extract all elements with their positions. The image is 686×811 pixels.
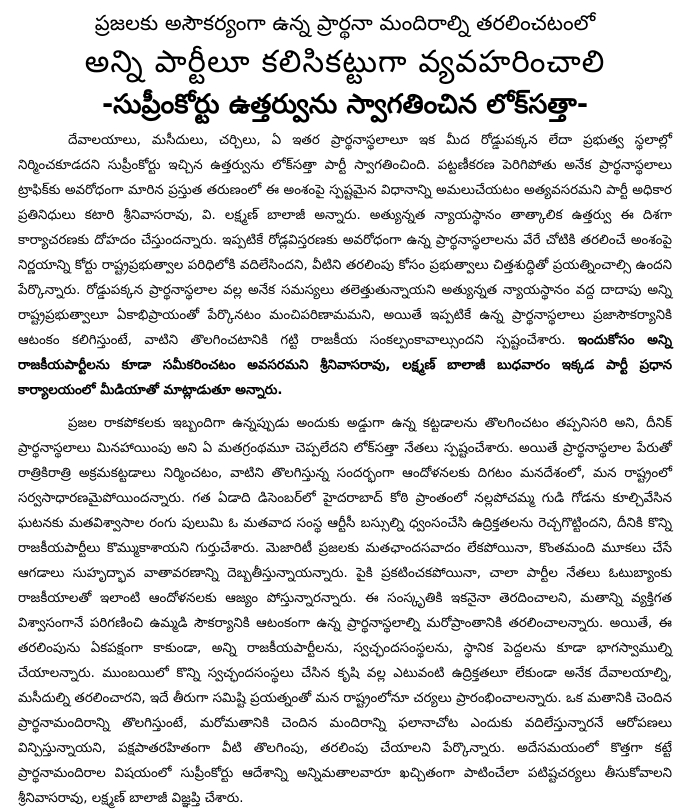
headline-main: అన్ని పార్టీలూ కలిసికట్టుగా వ్యవహరించాలి	[84, 44, 606, 80]
paragraph-1-text: దేవాలయాలు, మసీదులు, చర్చిలు, ఏ ఇతర ప్రార్థనాస్థలాలూ ఇక మీద రోడ్డుపక్కన లేదా ప్రభుత్వ స్థలాల్లో నిర్మించకూడదని సుప్రీంకోర్టు ఇచ్చిన ఉత్తర్వును లోక్‌సత్తా పార్టీ స్వాగతించింది. పట్టణీకరణ పెరిగిపోతు అనేక ప్రార్థనాస్థలాలు ట్రాఫిక్‌కు అవరోధంగా మారిన ప్రస్తుత తరుణంలో ఈ అంశంపై స్పష్టమైన విధానాన్ని అమలుచేయటం అత్యవసరమని పార్టీ అధికార ప్రతినిధులు కటారి శ్రీనివాసరావు, వి. లక్ష్మణ్ బాలాజీ అన్నారు. అత్యున్నత న్యాయస్థానం తాత్కాలిక ఉత్తర్వు ఈ దిశగా కార్యాచరణకు దోహదం చేస్తుందన్నారు. ఇప్పటికే రోడ్లవిస్తరణకు అవరోధంగా ఉన్న ప్రార్థనాస్థలాలను వేరే చోటికి తరలించే అంశంపై నిర్ణయాన్ని కోర్టు రాష్ట్రప్రభుత్వాల పరిధిలోకి వదిలేసిందని, వీటిని తరలింపు కోసం ప్రభుత్వాలు చిత్తశుద్ధితో ప్రయత్నించాల్సి ఉందని పేర్కొన్నారు. రోడ్డుపక్కన ప్రార్థనాస్థలాల వల్ల అనేక సమస్యలు తలెత్తుతున్నాయని అత్యున్నత న్యాయస్థానం వద్ద దాదాపు అన్ని రాష్ట్రప్రభుత్వాలూ ఏకాభిప్రాయంతో పేర్కొనటం మంచిపరిణామమని, అయితే ఇప్పటికే ఉన్న ప్రార్థనాస్థలాలు ప్రజాసౌకర్యానికి ఆటంకం కలిగిస్తుంటే, వాటిని తొలగించటానికి గట్టి రాజకీయ సంకల్పంకావాల్సుందని స్పష్టంచేశారు.	[18, 133, 672, 348]
headline-top: ప్రజలకు అసౌకర్యంగా ఉన్న ప్రార్థనా మందిరాల్ని తరలించటంలో	[94, 11, 596, 35]
paragraph-1-emphasis: ఇందుకోసం అన్ని రాజకీయపార్టీలను కూడా సమీకరించటం అవసరమని శ్రీనివాసరావు, లక్ష్మణ్ బాలాజీ బుధవారం ఇక్కడ పార్టీ ప్రధాన కార్యాలయంలో మీడియాతో మాట్లాడుతూ అన్నారు.	[18, 333, 672, 398]
paragraph-2: ప్రజల రాకపోకలకు ఇబ్బందిగా ఉన్నప్పుడు అందుకు అడ్డుగా ఉన్న కట్టడాలను తొలగించటం తప్పనిసరి అని, దీనిక్ ప్రార్థనాస్థలాలు మినహాయింపు అని ఏ మతగ్రంథమూ చెప్పలేదని లోక్‌సత్తా నేతలు స్పష్టంచేశారు. అయితే ప్రార్థనాస్థలాల పేరుతో రాత్రికిరాత్రి అక్రమకట్టడాలు నిర్మించటం, వాటిని తొలగిస్తున్న సందర్భంగా ఆందోళనలకు దిగటం మనదేశంలో, మన రాష్ట్రంలో సర్వసాధారణమైపోయిందన్నారు. గత ఏడాది డిసెంబర్‌లో హైదరాబాద్ కోఠి ప్రాంతంలో నల్లపోచమ్మ గుడి గోడను కూల్చివేసిన ఘటనకు మతవిశ్వాసాల రంగు పులుమి ఓ మతవాద సంస్థ ఆర్టీసీ బస్సుల్ని ధ్వంసంచేసి ఉద్రిక్తతలను రెచ్చగొట్టిందని, దీనికి కొన్ని రాజకీయపార్టీలు కొమ్ముకాశాయని గుర్తుచేశారు. మెజారిటీ ప్రజలకు మతఛాందసవాదం లేకపోయినా, కొంతమంది మూకలు చేసే ఆగడాలు సుహృద్భావ వాతావరణాన్ని దెబ్బతీస్తున్నాయన్నారు. పైకి ప్రకటించకపోయినా, చాలా పార్టీల నేతలు ఓటుబ్యాంకు రాజకీయాలతో ఇలాంటి ఆందోళనలకు ఆజ్యం పోస్తున్నారన్నారు. ఈ సంస్కృతికి ఇకనైనా తెరదించాలని, మతాన్ని వ్యక్తిగత విశ్వాసంగానే పరిగణించి ఉమ్మడి సౌకర్యానికి ఆటంకంగా ఉన్న ప్రార్థనాస్థలాల్ని మరోప్రాంతానికి తరలించాలన్నారు. అయితే, ఈ తరలింపును ఏకపక్షంగా కాకుండా, అన్ని రాజకీయపార్టీలను, స్వచ్ఛందసంస్థలను, స్థానిక పెద్దలను కూడా భాగస్వాముల్ని చేయాలన్నారు. ముంబయిలో కొన్ని స్వచ్ఛందసంస్థలు చేసిన కృషి వల్ల ఎటువంటి ఉద్రిక్తతలూ లేకుండా అనేక దేవాలయాల్ని, మసీదుల్ని తరలించారని, ఇదే తీరుగా సమిష్టి ప్రయత్నంతో మన రాష్ట్రంలోనూ చర్యలు ప్రారంభించాలన్నారు. ఒక మతానికి చెందిన ప్రార్థనామందిరాన్ని తొలగిస్తుంటే, మరోమతానికి చెందిన మందిరాన్ని ఫలానాచోట ఎందుకు వదిలేస్తున్నారనే ఆరోపణలు విన్పిస్తున్నాయని, పక్షపాతరహితంగా వీటి తొలగింపు, తరలింపు చేయాలని పేర్కొన్నారు. అదేసమయంలో కొత్తగా కట్టే ప్రార్థనామందిరాల విషయంలో సుప్రీంకోర్టు ఆదేశాన్ని అన్నిమతాలవారూ ఖచ్చితంగా పాటించేలా పటిష్టచర్యలు తీసుకోవాలని శ్రీనివాసరావు, లక్ష్మణ్ బాలాజీ విజ్ఞప్తి చేశారు.	[18, 416, 672, 806]
headline-sub: -సుప్రీంకోర్టు ఉత్తర్వును స్వాగతించిన లోక్‌సత్తా-	[101, 89, 589, 120]
paragraph-1	[18, 128, 672, 403]
